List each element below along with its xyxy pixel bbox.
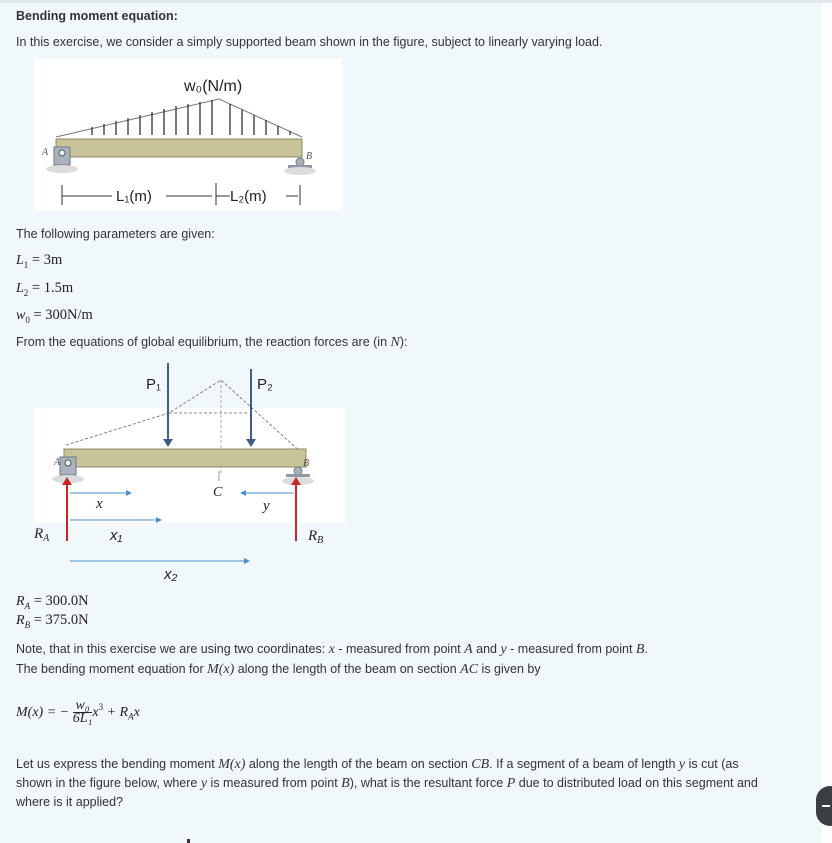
exercise-heading: Bending moment equation: — [16, 9, 178, 23]
svg-text:B: B — [306, 151, 313, 162]
beam-load-figure — [34, 59, 342, 211]
reaction-RB: $R_B = 375.0N$ — [16, 612, 89, 630]
reaction-RA: $R_A = 300.0N$ — [16, 593, 89, 611]
beam — [56, 139, 302, 157]
label-x: x — [96, 496, 103, 512]
param-L2: $L_2 = 1.5m$ — [16, 280, 74, 298]
moment-formula: M(x) = − $\frac{\text{w₀}}{\text{6L₁}}$ $x^3 + R_Ax$ — [16, 698, 140, 726]
svg-text:B: B — [303, 458, 310, 469]
label-x2: x₂ — [164, 566, 178, 583]
param-w0: $w_0 = 300N/m$ — [16, 307, 93, 325]
intro-text: In this exercise, we consider a simply supported beam shown in the figure, subject to linearly varying load. — [16, 35, 603, 49]
equilibrium-text: From the equations of global equilibrium, the reaction forces are (in N): — [16, 335, 408, 350]
beam-2 — [64, 449, 306, 467]
collapse-button[interactable] — [816, 786, 832, 826]
label-P1: P₁ — [146, 376, 162, 393]
dimension-L1: L₁(m) — [116, 188, 152, 205]
svg-text:A: A — [54, 457, 61, 468]
label-y: y — [263, 498, 270, 514]
moment-equation-text: The bending moment equation for M(x) along the length of the beam on section AC is given by — [16, 662, 541, 677]
coordinates-note: Note, that in this exercise we are using two coordinates: x - measured from point A and y - measured from point B. — [16, 642, 648, 657]
exercise-panel — [0, 3, 822, 843]
next-figure-top — [187, 839, 190, 843]
label-x1: x₁ — [110, 527, 123, 544]
label-RA: $R_A$ — [34, 526, 50, 544]
dimension-L2: L₂(m) — [230, 188, 267, 205]
label-RB: $R_B$ — [308, 528, 324, 546]
free-body-figure — [14, 355, 354, 587]
label-P2: P₂ — [257, 376, 273, 393]
label-C: C — [213, 485, 223, 500]
param-L1: $L_1 = 3m$ — [16, 252, 63, 270]
question-text: Let us express the bending moment M(x) along the length of the beam on section CB. If a segment of a beam of length y is cut (as shown in the figure below, where y is measured from point B), what is the resultant force P due to distributed load on this segment and where is it applied? — [16, 757, 758, 809]
params-intro: The following parameters are given: — [16, 227, 215, 241]
minus-icon — [822, 805, 830, 807]
load-label: w₀(N/m) — [184, 78, 243, 95]
scrollbar-track[interactable] — [822, 3, 832, 843]
svg-text:A: A — [42, 147, 49, 158]
